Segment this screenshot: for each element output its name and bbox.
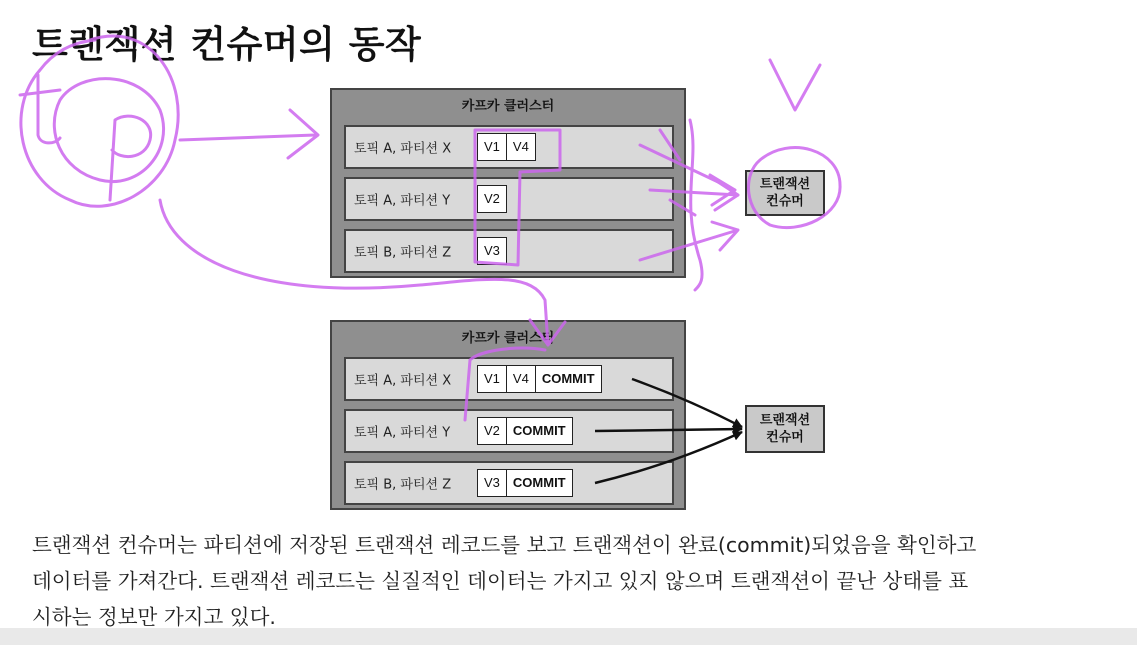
- partition-row: [344, 357, 674, 401]
- consumer-line1: 트랜잭션: [759, 177, 811, 192]
- partition-row: [344, 461, 674, 505]
- partition-row: [344, 177, 674, 221]
- annotation-scribble: [690, 120, 702, 290]
- transaction-consumer-top: [745, 170, 825, 216]
- kafka-cluster-bottom: [330, 320, 686, 510]
- record: V1: [478, 134, 507, 160]
- partition-row: [344, 229, 674, 273]
- kafka-cluster-top: [330, 88, 686, 278]
- cluster-title: 카프카 클러스터: [461, 331, 555, 346]
- partition-label: 토픽 B, 파티션 Z: [354, 477, 452, 493]
- record-group: [477, 185, 507, 213]
- partition-row: [344, 125, 674, 169]
- description-line: 트랜잭션 컨슈머는 파티션에 저장된 트랜잭션 레코드를 보고 트랜잭션이 완료(commit)되었음을 확인하고: [32, 533, 977, 557]
- record: V3: [484, 243, 500, 258]
- annotation-letter: [110, 116, 151, 200]
- cluster-title: 카프카 클러스터: [461, 99, 555, 114]
- record: V2: [478, 418, 507, 444]
- record: V4: [512, 139, 529, 154]
- record-group: [477, 365, 602, 393]
- partition-label: 토픽 A, 파티션 Y: [354, 193, 451, 209]
- record: V3: [478, 470, 507, 496]
- record-group: [477, 417, 573, 445]
- commit-record: COMMIT: [541, 371, 595, 386]
- annotation-arrow: [180, 110, 318, 158]
- partition-label: 토픽 A, 파티션 X: [354, 373, 452, 389]
- record: V4: [507, 366, 536, 392]
- description: [32, 527, 1132, 635]
- transaction-consumer-bottom: [745, 405, 825, 453]
- commit-record: COMMIT: [512, 475, 566, 490]
- partition-label: 토픽 B, 파티션 Z: [354, 245, 452, 261]
- commit-record: COMMIT: [512, 423, 566, 438]
- consumer-line2: 컨슈머: [766, 430, 804, 445]
- record-group: [477, 469, 573, 497]
- partition-row: [344, 409, 674, 453]
- consumer-line2: 컨슈머: [766, 194, 804, 209]
- page-title: 트랜잭션 컨슈머의 동작: [32, 23, 422, 66]
- description-line: 데이터를 가져간다. 트랜잭션 레코드는 실질적인 데이터는 가지고 있지 않으며 트랜잭션이 끝난 상태를 표: [32, 569, 969, 593]
- partition-label: 토픽 A, 파티션 Y: [354, 425, 451, 441]
- record: V1: [478, 366, 507, 392]
- description-line: 시하는 정보만 가지고 있다.: [32, 605, 276, 629]
- consumer-line1: 트랜잭션: [759, 413, 811, 428]
- record-group: [477, 133, 536, 161]
- annotation-check: [770, 60, 820, 110]
- annotation-letter: [20, 75, 60, 143]
- record-group: [477, 237, 507, 265]
- record: V2: [484, 191, 500, 206]
- annotation-circle: [54, 79, 163, 182]
- partition-label: 토픽 A, 파티션 X: [354, 141, 452, 157]
